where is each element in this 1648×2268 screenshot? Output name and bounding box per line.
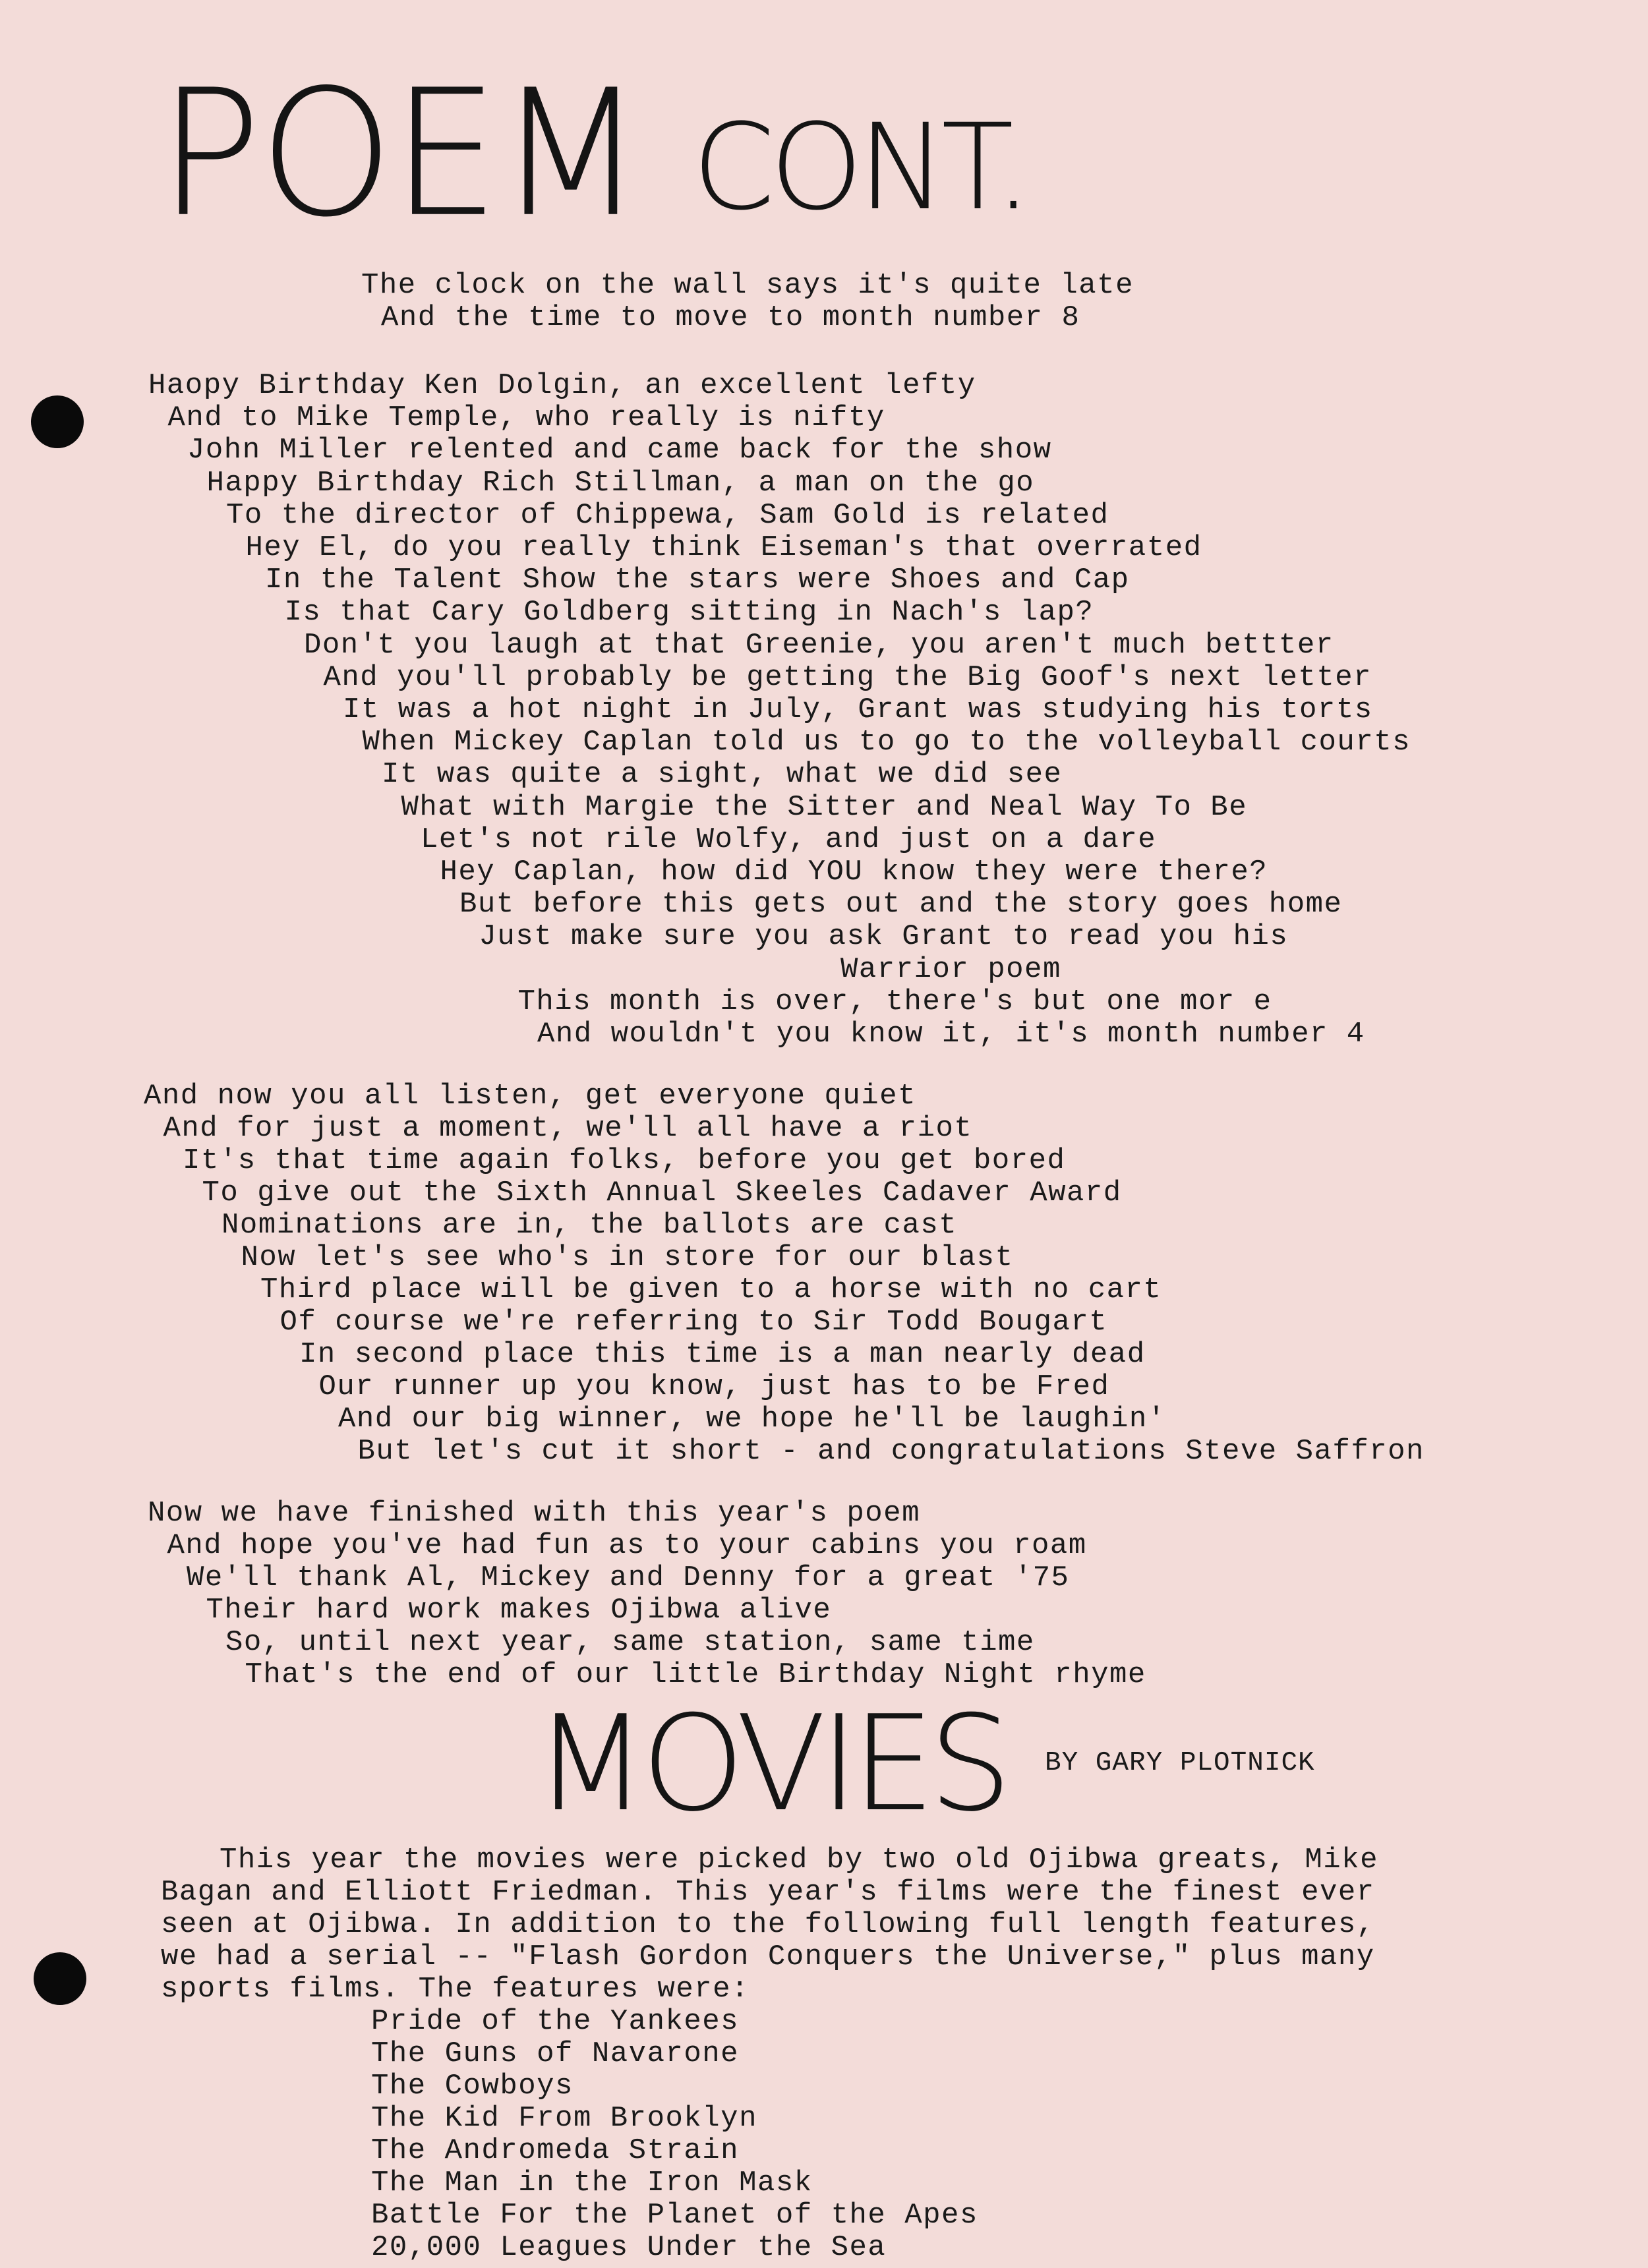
poem-line: Now let's see who's in store for our blast [241,1241,1014,1274]
poem-line: And now you all listen, get everyone quiet [144,1080,916,1113]
poem-line: Let's not rile Wolfy, and just on a dare [421,823,1157,856]
poem-line: That's the end of our little Birthday Night rhyme [245,1658,1146,1691]
poem-line: But let's cut it short - and congratulations Steve Saffron [357,1435,1425,1468]
poem-line: The clock on the wall says it's quite late [361,269,1134,302]
movie-feature-item: The Cowboys [371,2070,574,2103]
poem-line: Now we have finished with this year's poem [148,1497,920,1530]
movie-feature-item: 20,000 Leagues Under the Sea [371,2231,887,2264]
poem-line: And for just a moment, we'll all have a riot [163,1112,973,1145]
poem-line: And you'll probably be getting the Big Goof's next letter [323,660,1372,694]
movies-paragraph-line: This year the movies were picked by two old Ojibwa greats, Mike [220,1844,1378,1876]
poem-line: We'll thank Al, Mickey and Denny for a great '75 [187,1561,1070,1594]
movie-feature-item: The Andromeda Strain [371,2134,740,2167]
poem-line: Is that Cary Goldberg sitting in Nach's lap? [284,596,1094,629]
poem-line: Third place will be given to a horse with no cart [260,1273,1162,1306]
movies-paragraph-line: we had a serial -- "Flash Gordon Conquers the Universe," plus many [161,1940,1375,1973]
poem-line: And wouldn't you know it, it's month number 4 [537,1018,1365,1051]
movie-feature-item: Battle For the Planet of the Apes [371,2199,978,2232]
poem-line: Hey Caplan, how did YOU know they were there? [440,856,1268,888]
poem-line: Warrior poem [840,952,1061,986]
poem-line: John Miller relented and came back for the show [187,434,1052,467]
poem-line: It was a hot night in July, Grant was studying his torts [343,693,1373,726]
poem-line: When Mickey Caplan told us to go to the volleyball courts [362,726,1411,759]
movies-paragraph-line: Bagan and Elliott Friedman. This year's films were the finest ever [161,1876,1375,1909]
poem-line: To give out the Sixth Annual Skeeles Cadaver Award [202,1177,1122,1209]
poem-line: In the Talent Show the stars were Shoes and Cap [265,564,1130,597]
poem-line: This month is over, there's but one mor e [517,985,1272,1018]
movies-title: MOVIES [534,1687,1006,1841]
binder-hole-top [31,395,84,448]
movie-feature-item: Pride of the Yankees [371,2005,740,2038]
poem-line: It's that time again folks, before you get bored [183,1144,1066,1177]
poem-line: To the director of Chippewa, Sam Gold is related [226,498,1109,532]
poem-line: Nominations are in, the ballots are cast [221,1209,958,1242]
movie-feature-item: The Man in the Iron Mask [371,2166,813,2199]
poem-line: Our runner up you know, just has to be Fred [318,1370,1110,1403]
poem-line: And to Mike Temple, who really is nifty [167,401,885,435]
poem-line: Don't you laugh at that Greenie, you aren't much bettter [304,628,1334,662]
poem-line: So, until next year, same station, same time [225,1626,1035,1659]
poem-line: In second place this time is a man nearly dead [299,1338,1146,1371]
poem-cont-title: CONT. [692,99,1027,237]
poem-line: Their hard work makes Ojibwa alive [206,1594,832,1627]
movie-feature-item: The Kid From Brooklyn [371,2102,757,2135]
movies-paragraph-line: sports films. The features were: [161,1973,750,2006]
poem-title: POEM [158,53,643,256]
poem-line: Just make sure you ask Grant to read you his [479,920,1289,954]
poem-line: Of course we're referring to Sir Todd Bougart [280,1306,1108,1339]
movies-byline: BY GARY PLOTNICK [1045,1748,1315,1778]
poem-line: What with Margie the Sitter and Neal Way To Be [401,790,1248,824]
poem-line: Hey El, do you really think Eiseman's that overrated [245,531,1202,564]
poem-line: And our big winner, we hope he'll be laughin' [338,1403,1166,1436]
poem-line: But before this gets out and the story goes home [459,888,1343,921]
poem-line: Haopy Birthday Ken Dolgin, an excellent lefty [148,369,976,402]
poem-line: And hope you've had fun as to your cabins you roam [167,1529,1087,1562]
movie-feature-item: The Guns of Navarone [371,2037,740,2070]
poem-line: And the time to move to month number 8 [381,301,1080,334]
poem-line: Happy Birthday Rich Stillman, a man on the go [206,466,1035,500]
movies-paragraph-line: seen at Ojibwa. In addition to the following full length features, [161,1908,1375,1941]
binder-hole-bottom [34,1952,86,2005]
poem-line: It was quite a sight, what we did see [382,758,1063,792]
